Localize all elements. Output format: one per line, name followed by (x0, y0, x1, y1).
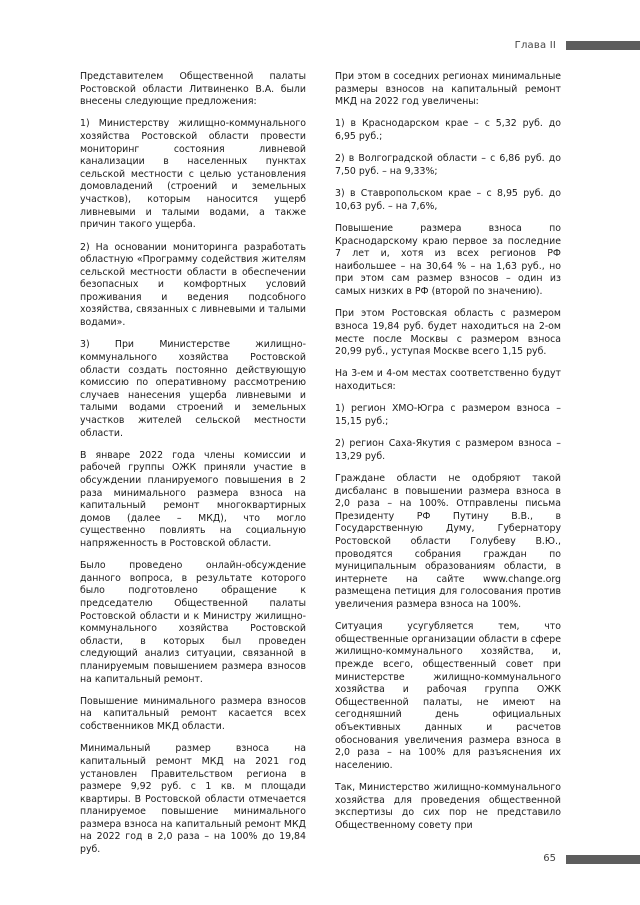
paragraph: 3) При Министерстве жилищно-коммунального хозяйства Ростовской области создать постоянно действующую комиссию по оперативному рассмотрению случаев нанесения ущерба ливневыми и талыми водами строений и земельных участков жителей сельской местности области. (80, 339, 306, 439)
right-column (335, 71, 561, 842)
page-tab-marker (566, 855, 640, 864)
paragraph: 3) в Ставропольском крае – с 8,95 руб. до 10,63 руб. – на 7,6%, (335, 188, 561, 212)
paragraph: В январе 2022 года члены комиссии и рабочей группы ОЖК приняли участие в обсуждении планируемого повышения в 2 раза минимального размера взноса на капитальный ремонт многоквартирных домов (далее – МКД), что могло существенно повлиять на социальную напряженность в Ростовской области. (80, 449, 306, 549)
paragraph: Так, Министерство жилищно-коммунального хозяйства для проведения общественной экспертизы до сих пор не представило Общественному совету при (335, 782, 561, 831)
paragraph: 1) в Краснодарском крае – с 5,32 руб. до 6,95 руб.; (335, 118, 561, 143)
paragraph: Граждане области не одобряют такой дисбаланс в повышении размера взноса в 2,0 раза – на 100%. Отправлены письма Президенту РФ Путину В.В., в Государственную Думу, Губернатору Ростовской области Голубеву В.Ю., проводятся собрания граждан по муниципальным образованиям области, в интернете на сайте www.change.org размещена петиция для голосования против увеличения размера взноса на 100%. (335, 473, 561, 610)
paragraph: Ситуация усугубляется тем, что общественные организации области в сфере жилищно-коммунального хозяйства, и, прежде всего, общественный совет при министерстве жилищно-коммунального хозяйства и рабочая группа ОЖК Общественной палаты, не имеют на сегодняшний день официальных объективных данных и расчетов обоснования увеличения размера взноса в 2,0 раза – на 100% для разъяснения их населению. (335, 621, 561, 771)
left-column (80, 71, 306, 866)
paragraph: Представителем Общественной палаты Ростовской области Литвиненко В.А. были внесены следующие предложения: (80, 71, 306, 108)
page-number: 65 (543, 853, 556, 864)
paragraph: На 3-ем и 4-ом местах соответственно будут находиться: (335, 368, 561, 392)
chapter-tab-marker (566, 41, 640, 50)
paragraph: 2) регион Саха-Якутия с размером взноса – 13,29 руб. (335, 438, 561, 462)
paragraph: Минимальный размер взноса на капитальный ремонт МКД на 2021 год установлен Правительством региона в размере 9,92 руб. с 1 кв. м площади квартиры. В Ростовской области отмечается планируемое повышение минимального размера взноса на капитальный ремонт МКД на 2022 год в 2,0 раза – на 100% до 19,84 руб. (80, 743, 306, 856)
paragraph: Было проведено онлайн-обсуждение данного вопроса, в результате которого было подготовлено обращение к председателю Общественной палаты Ростовской области и к Министру жилищно-коммунального хозяйства Ростовской области, в которых был проведен следующий анализ ситуации, связанной в планируемым повышением размера взносов на капитальный ремонт. (80, 560, 306, 685)
paragraph: 1) Министерству жилищно-коммунального хозяйства Ростовской области провести мониторинг состояния ливневой канализации в населенных пунктах сельской местности с целью установления домовладений (строений и земельных участков), которым наносится ущерб ливневыми и талыми водами, а также причин такого ущерба. (80, 118, 306, 231)
paragraph: При этом в соседних регионах минимальные размеры взносов на капитальный ремонт МКД на 2022 год увеличены: (335, 71, 561, 108)
paragraph: При этом Ростовская область с размером взноса 19,84 руб. будет находиться на 2-ом месте после Москвы с размером взноса 20,99 руб., уступая Москве всего 1,15 руб. (335, 308, 561, 358)
paragraph: Повышение минимального размера взносов на капитальный ремонт касается всех собственников МКД области. (80, 695, 306, 733)
chapter-title: Глава II (514, 40, 556, 51)
paragraph: Повышение размера взноса по Краснодарскому краю первое за последние 7 лет и, хотя из всех регионов РФ наибольшее – на 30,64 % – на 1,63 руб., но при этом сам размер взносов – один из самых низких в РФ (второй по значению). (335, 223, 561, 298)
paragraph: 1) регион ХМО-Югра с размером взноса – 15,15 руб.; (335, 403, 561, 427)
paragraph: 2) в Волгоградской области – с 6,86 руб. до 7,50 руб. – на 9,33%; (335, 153, 561, 177)
paragraph: 2) На основании мониторинга разработать областную «Программу содействия жителям сельской местности области в обеспечении безопасных и комфортных условий проживания и ведения подсобного хозяйства, связанных с ливневыми и талыми водами». (80, 241, 306, 329)
